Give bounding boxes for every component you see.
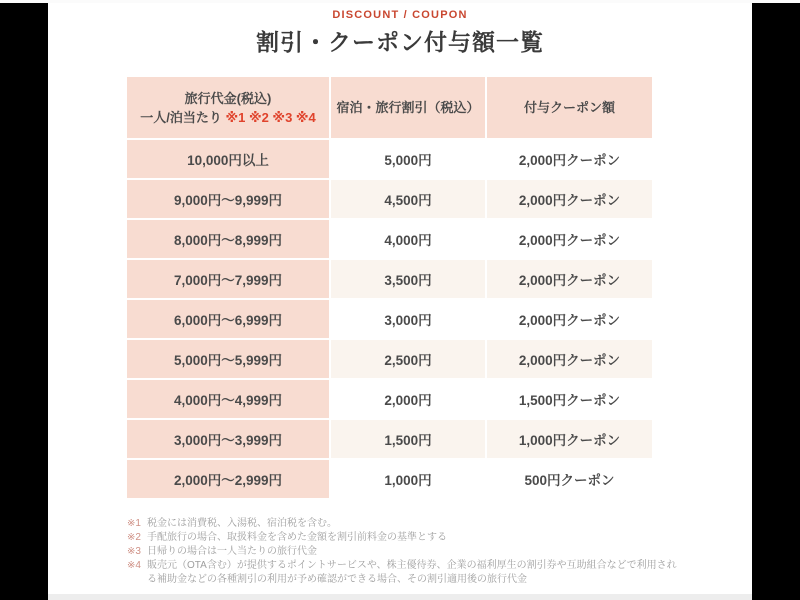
cell-price-range: 3,000円〜3,999円	[127, 420, 329, 458]
cell-discount: 3,000円	[331, 300, 485, 338]
footnote-text: 販売元（OTA含む）が提供するポイントサービスや、株主優待券、企業の福利厚生の割引券や互助組合などで利用される補助金などの各種割引の利用が予め確認ができる場合、その割引適用後の旅行代金	[147, 560, 677, 585]
cell-price-range: 10,000円以上	[127, 140, 329, 178]
footnote-marker: ※1	[127, 518, 141, 529]
footnote-item	[127, 559, 683, 587]
footnote-text: 日帰りの場合は一人当たりの旅行代金	[147, 546, 317, 557]
cell-coupon: 2,000円クーポン	[487, 220, 652, 258]
footnote-marker: ※2	[127, 532, 141, 543]
cell-price-range: 8,000円〜8,999円	[127, 220, 329, 258]
top-strip	[0, 0, 800, 3]
footnote-text: 手配旅行の場合、取扱料金を含めた金額を割引前料金の基準とする	[147, 532, 447, 543]
footnote-item	[127, 531, 683, 545]
page-eyebrow: DISCOUNT / COUPON	[332, 9, 468, 21]
cell-coupon: 1,500円クーポン	[487, 380, 652, 418]
cell-price-range: 6,000円〜6,999円	[127, 300, 329, 338]
header-cell-coupon: 付与クーポン額	[487, 77, 652, 138]
cell-coupon: 1,000円クーポン	[487, 420, 652, 458]
header-note-markers: ※1 ※2 ※3 ※4	[225, 109, 316, 125]
header-cell-discount: 宿泊・旅行割引（税込）	[331, 77, 485, 138]
cell-discount: 2,500円	[331, 340, 485, 378]
cell-coupon: 2,000円クーポン	[487, 300, 652, 338]
footnote-item	[127, 545, 683, 559]
cell-coupon: 500円クーポン	[487, 460, 652, 498]
page-content	[48, 0, 752, 600]
cell-discount: 4,500円	[331, 180, 485, 218]
cell-coupon: 2,000円クーポン	[487, 340, 652, 378]
footnotes	[127, 517, 683, 587]
cell-discount: 3,500円	[331, 260, 485, 298]
footnote-text: 税金には消費税、入湯税、宿泊税を含む。	[147, 518, 337, 529]
cell-coupon: 2,000円クーポン	[487, 260, 652, 298]
cell-price-range: 9,000円〜9,999円	[127, 180, 329, 218]
header-cell-price	[127, 77, 329, 138]
cell-discount: 2,000円	[331, 380, 485, 418]
cell-discount: 1,500円	[331, 420, 485, 458]
cell-price-range: 5,000円〜5,999円	[127, 340, 329, 378]
bottom-strip	[48, 594, 752, 600]
cell-discount: 4,000円	[331, 220, 485, 258]
cell-price-range: 4,000円〜4,999円	[127, 380, 329, 418]
cell-coupon: 2,000円クーポン	[487, 180, 652, 218]
cell-price-range: 7,000円〜7,999円	[127, 260, 329, 298]
cell-discount: 1,000円	[331, 460, 485, 498]
footnote-marker: ※4	[127, 560, 141, 571]
pricing-table	[127, 77, 652, 498]
cell-discount: 5,000円	[331, 140, 485, 178]
header-price-line1: 旅行代金(税込)	[184, 90, 272, 106]
header-price-line2: 一人/泊当たり ※1 ※2 ※3 ※4	[140, 109, 316, 125]
footnote-item	[127, 517, 683, 531]
page-title: 割引・クーポン付与額一覧	[256, 29, 544, 55]
cell-price-range: 2,000円〜2,999円	[127, 460, 329, 498]
cell-coupon: 2,000円クーポン	[487, 140, 652, 178]
footnote-marker: ※3	[127, 546, 141, 557]
